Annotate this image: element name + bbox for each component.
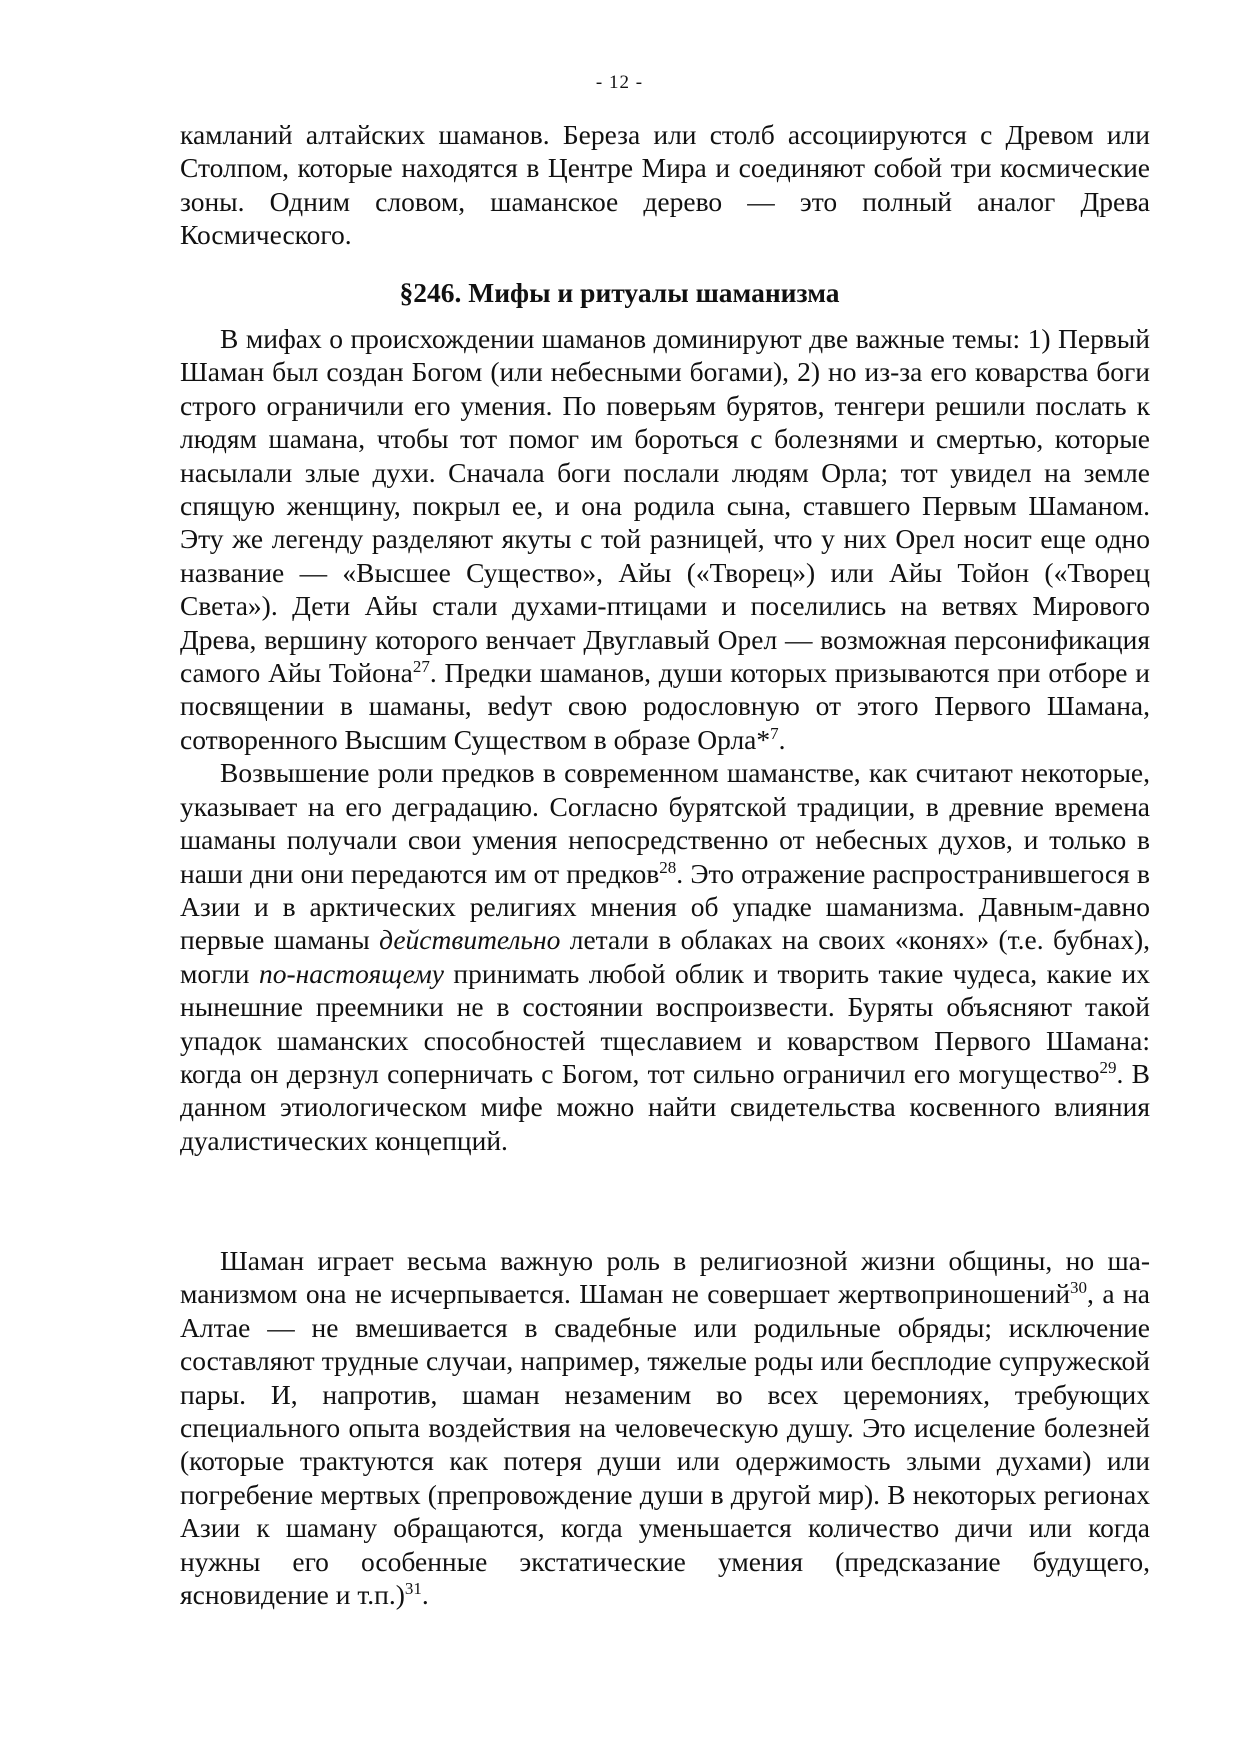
paragraph-text: летали в облаках на своих «конях» (т.е. бубнах), могли: [180, 924, 1150, 989]
paragraph-text: . В данном этиологическом мифе можно найти свидетельства косвенного влияния дуалистических концепций.: [180, 1057, 1150, 1156]
paragraph-text: . Предки шаманов, души которых призываются при отборе и посвящении в шаманы, веdут свою родословную от этого Первого Шамана, сотворенного Высшим Существом в образе Орла*: [180, 657, 1150, 755]
footnote-ref[interactable]: 31: [404, 1578, 422, 1598]
paragraph-text: В мифах о происхождении шаманов доминируют две важные темы: 1) Первый Шаман был создан Богом (или небесными богами), 2) но из-за его коварства боги строго ограничили его умения. По поверьям бурятов, тенгери решили послать к людям шамана, чтобы тот помог им бороться с болезнями и смертью, которые насылали злые духи. Сначала боги послали людям Орла; тот увидел на земле спящую женщину, покрыл ее, и она родила сына, ставшего Первым Шаманом. Эту же легенду разделяют якуты с той разницей, что у них Орел носит еще одно название — «Высшее Существо», Айы («Творец») или Айы Тойон («Творец Света»). Дети Айы стали духами-птицами и поселились на ветвях Мирового Древа, вершину которого венчает Двуглавый Орел — возможная персонификация самого Айы Тойона: [180, 323, 1150, 689]
paragraph-myths: [180, 322, 1150, 756]
footnote-ref[interactable]: 29: [1099, 1057, 1117, 1077]
section-heading: §246. Мифы и ритуалы шаманизма: [399, 277, 840, 308]
paragraph-text: , а на Алтае — не вмешивается в свадебные или родильные обряды; исключение составляют трудные случаи, например, тяжелые роды или бесплодие супружеской пары. И, напротив, шаман незаменим во всех церемониях, требующих специального опыта воздействия на человеческую душу. Это исцеление болезней (которые трактуются как потеря души или одержимость злыми духами) или погребение мертвых (препровождение души в другой мир). В некоторых регионах Азии к шаману обращаются, когда уменьшается количество дичи или когда нужны его особенные экстатические умения (предсказание будущего, ясновидение и т.п.): [180, 1278, 1150, 1611]
footnote-ref[interactable]: 30: [1070, 1278, 1088, 1298]
intro-block: [180, 118, 1150, 252]
paragraph-ancestors: [180, 756, 1150, 1157]
footnote-ref[interactable]: 7: [770, 723, 779, 743]
footnote-ref[interactable]: 28: [659, 857, 677, 877]
body-block-1: [180, 322, 1150, 1157]
paragraph-text: .: [421, 1579, 429, 1611]
page-number: - 12 -: [595, 72, 644, 93]
paragraph-text: .: [778, 723, 786, 755]
paragraph-shaman-role: [180, 1244, 1150, 1611]
paragraph-text: принимать любой облик и творить такие чудеса, какие их нынешние преемники не в состоянии воспроизвести. Буряты объясняют такой упадок шаманских способностей тщеславием и коварством Первого Шамана: когда он дерзнул соперничать с Богом, тот сильно ограничил его могущество: [180, 957, 1151, 1089]
body-block-2: [180, 1244, 1150, 1611]
paragraph-text: . Это отражение распространившегося в Азии и в арктических религиях мнения об упадке шаманизма. Давным-давно первые шаманы: [180, 857, 1150, 956]
emphasis-text: действительно: [379, 924, 561, 956]
paragraph-text: Возвышение роли предков в современном шаманстве, как считают некоторые, указывает на его деградацию. Согласно бурятской традиции, в древние времена шаманы получали свои умения непосредственно от небесных духов, и только в наши дни они передаются им от предков: [180, 757, 1150, 889]
emphasis-text: по-настоящему: [258, 957, 444, 989]
footnote-ref[interactable]: 27: [412, 656, 430, 676]
paragraph-text: Шаман играет весьма важную роль в религиозной жизни общины, но шаманизмом она не исчерпывается. Шаман не совершает жертвоприношений: [180, 1245, 1150, 1310]
intro-paragraph: камланий алтайских шаманов. Береза или столб ассоциируются с Древом или Столпом, которые находятся в Центре Мира и соединяют собой три космические зоны. Одним словом, шаманское дерево — это полный аналог Древа Космического.: [180, 119, 1150, 251]
